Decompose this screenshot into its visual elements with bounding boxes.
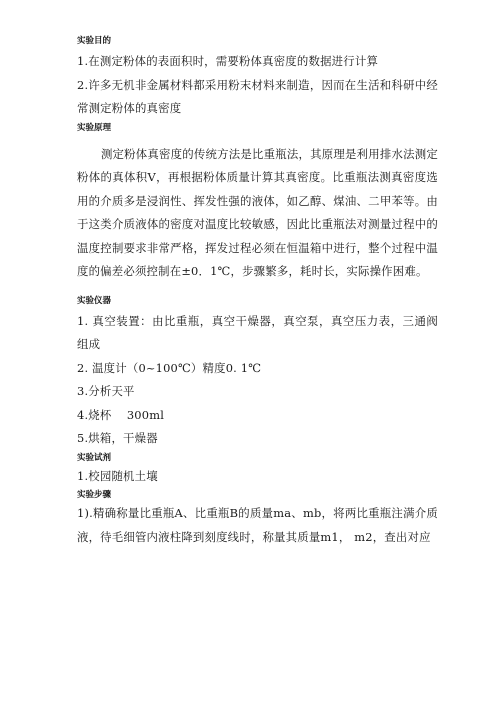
instrument-item-3: 3.分析天平 <box>77 384 135 398</box>
instrument-item-5: 5.烘箱，干燥器 <box>77 431 158 445</box>
purpose-heading: 实验目的 <box>77 36 112 46</box>
principle-text: 测定粉体真密度的传统方法是比重瓶法，其原理是利用排水法测定粉体的真体积V，再根据粉体质量计算其真密度。比重瓶法测真密度选用的介质多是浸润性、挥发性强的液体，如乙醇、煤油、二甲苯等。由于这类介质液体的密度对温度比较敏感，因此比重瓶法对测量过程中的温度控制要求非常严格，挥发过程必须在恒温箱中进行，整个过程中温度的偏差必须控制在±0．1℃，步骤繁多，耗时长，实际操作困难。 <box>77 146 438 278</box>
instruments-heading: 实验仪器 <box>77 295 112 306</box>
principle-heading: 实验原理 <box>77 122 112 133</box>
instrument-item-2: 2. 温度计（0~100℃）精度0. 1℃ <box>77 360 262 375</box>
instrument-item-4: 4.烧杯 300ml <box>77 407 165 422</box>
step-item-1: 1).精确称量比重瓶A、比重瓶B的质量ma、mb，将两比重瓶注满介质液，待毛细管内液柱降到刻度线时，称量其质量m1， m2，查出对应 <box>77 506 438 544</box>
steps-heading: 实验步骤 <box>77 490 112 500</box>
instrument-item-1: 1. 真空装置：由比重瓶，真空干燥器，真空泵，真空压力表，三通阀组成 <box>77 313 438 351</box>
purpose-item-2: 2.许多无机非金属材料都采用粉末材料来制造，因而在生活和科研中经常测定粉体的真密度 <box>77 77 438 115</box>
reagents-heading: 实验试剂 <box>77 452 112 463</box>
purpose-item-1: 1.在测定粉体的表面积时，需要粉体真密度的数据进行计算 <box>77 54 379 68</box>
reagent-item-1: 1.校园随机土壤 <box>77 468 158 483</box>
